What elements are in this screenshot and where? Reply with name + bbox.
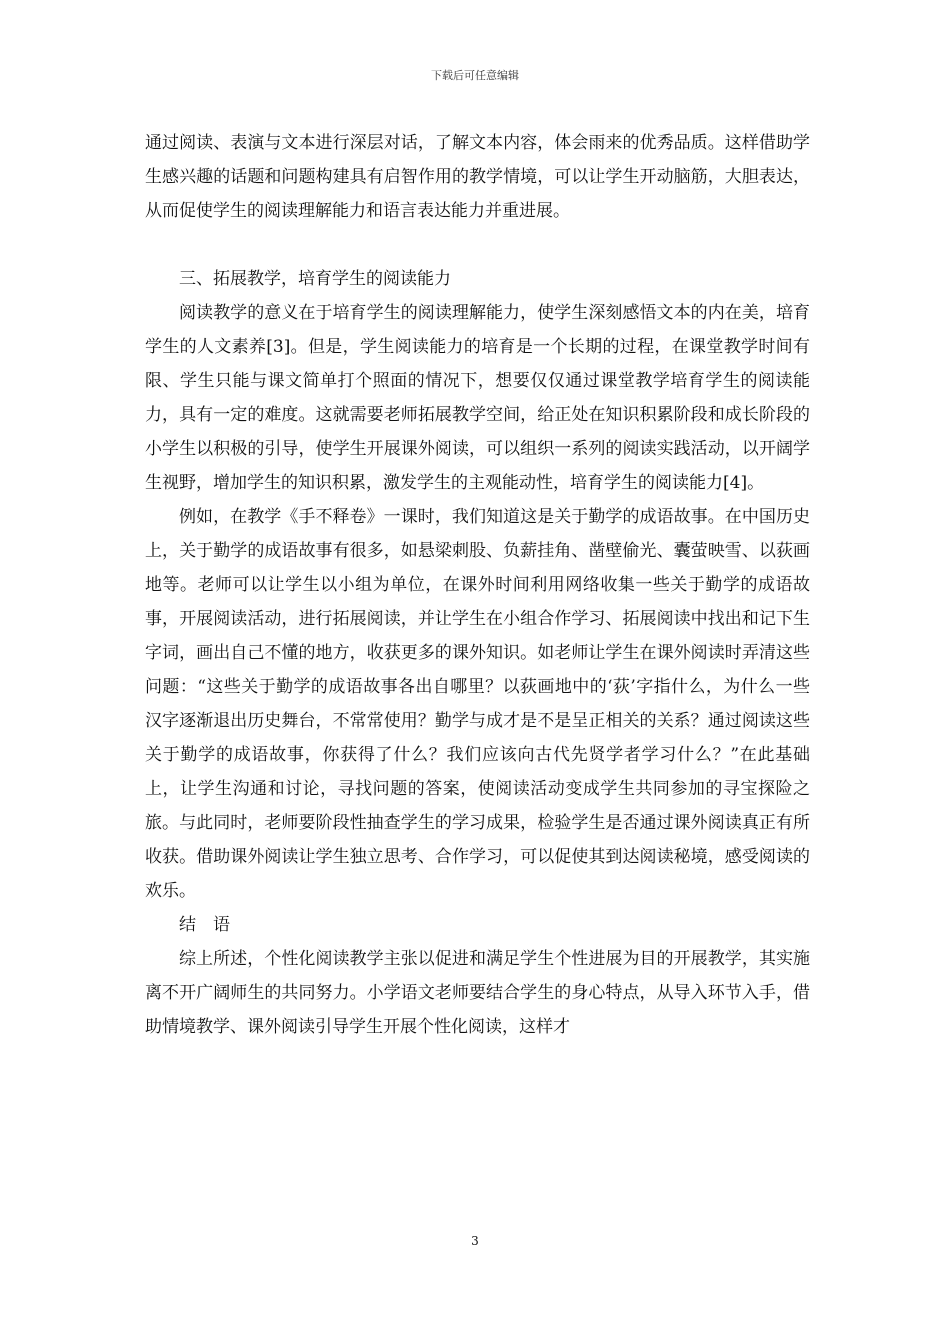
section-heading: 三、拓展教学，培育学生的阅读能力 xyxy=(179,269,451,289)
body-paragraph: 例如，在教学《手不释卷》一课时，我们知道这是关于勤学的成语故事。在中国历史上，关于勤学的成语故事有很多，如悬梁刺股、负薪挂角、凿壁偷光、囊萤映雪、以荻画地等。老师可以让学生以小组为单位，在课外时间利用网络收集一些关于勤学的成语故事，开展阅读活动，进行拓展阅读，并让学生在小组合作学习、拓展阅读中找出和记下生字词，画出自己不懂的地方，收获更多的课外知识。如老师让学生在课外阅读时弄清这些问题：“这些关于勤学的成语故事各出自哪里？以荻画地中的‘荻’字指什么，为什么一些汉字逐渐退出历史舞台，不常常使用？勤学与成才是不是呈正相关的关系？通过阅读这些关于勤学的成语故事，你获得了什么？我们应该向古代先贤学者学习什么？”在此基础上，让学生沟通和讨论，寻找问题的答案，使阅读活动变成学生共同参加的寻宝探险之旅。与此同时，老师要阶段性抽查学生的学习成果，检验学生是否通过课外阅读真正有所收获。借助课外阅读让学生独立思考、合作学习，可以促使其到达阅读秘境，感受阅读的欢乐。 xyxy=(145,507,810,901)
section-heading: 结 语 xyxy=(179,915,230,935)
body-paragraph: 通过阅读、表演与文本进行深层对话，了解文本内容，体会雨来的优秀品质。这样借助学生感兴趣的话题和问题构建具有启智作用的教学情境，可以让学生开动脑筋，大胆表达，从而促使学生的阅读理解能力和语言表达能力并重进展。 xyxy=(145,133,810,221)
body-paragraph: 综上所述，个性化阅读教学主张以促进和满足学生个性进展为目的开展教学，其实施离不开广阔师生的共同努力。小学语文老师要结合学生的身心特点，从导入环节入手，借助情境教学、课外阅读引导学生开展个性化阅读，这样才 xyxy=(145,949,810,1037)
page-header: 下载后可任意编辑 xyxy=(431,69,519,82)
page-number: 3 xyxy=(471,1234,479,1248)
document-body xyxy=(145,126,810,1044)
body-paragraph: 阅读教学的意义在于培育学生的阅读理解能力，使学生深刻感悟文本的内在美，培育学生的人文素养[3]。但是，学生阅读能力的培育是一个长期的过程，在课堂教学时间有限、学生只能与课文简单打个照面的情况下，想要仅仅通过课堂教学培育学生的阅读能力，具有一定的难度。这就需要老师拓展教学空间，给正处在知识积累阶段和成长阶段的小学生以积极的引导，使学生开展课外阅读，可以组织一系列的阅读实践活动，以开阔学生视野，增加学生的知识积累，激发学生的主观能动性，培育学生的阅读能力[4]。 xyxy=(145,303,810,493)
